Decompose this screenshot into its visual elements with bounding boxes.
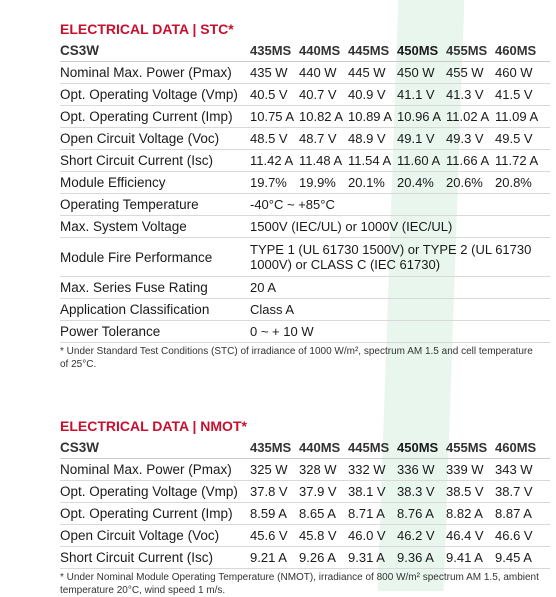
row-label: Open Circuit Voltage (Voc) [60,131,220,146]
table-row [60,503,550,525]
table-row [60,299,550,321]
row-value: 37.8 V [250,484,288,499]
stc-model-445: 445MS [348,43,390,58]
row-value: 38.5 V [446,484,484,499]
row-value: 40.7 V [299,87,337,102]
row-value: 46.4 V [446,528,484,543]
nmot-model-450: 450MS [397,440,439,455]
row-value: 11.66 A [446,153,490,168]
row-value: 9.36 A [397,550,434,565]
row-value: TYPE 1 (UL 61730 1500V) or TYPE 2 (UL 61730 1000V) or CLASS C (IEC 61730) [250,242,532,272]
table-row [60,128,550,150]
stc-title: ELECTRICAL DATA | STC* [60,21,234,37]
row-value: 343 W [495,462,533,477]
row-value: 332 W [348,462,386,477]
row-value: 10.96 A [397,109,442,124]
row-value: 11.09 A [495,109,539,124]
table-row [60,150,550,172]
row-value: 0 ~ + 10 W [250,324,314,339]
table-row [60,172,550,194]
row-value: 9.41 A [446,550,483,565]
row-value: 10.82 A [299,109,344,124]
row-value: 9.45 A [495,550,532,565]
row-value: 11.42 A [250,153,294,168]
row-value: 460 W [495,65,533,80]
nmot-title: ELECTRICAL DATA | NMOT* [60,418,247,434]
table-row [60,277,550,299]
datasheet [60,0,550,597]
row-value: 8.71 A [348,506,385,521]
row-value: 48.5 V [250,131,288,146]
row-label: Power Tolerance [60,324,161,339]
row-value: 10.75 A [250,109,295,124]
row-value: -40°C ~ +85°C [250,197,335,212]
row-label: Opt. Operating Current (Imp) [60,109,233,124]
row-label: Opt. Operating Voltage (Vmp) [60,484,238,499]
row-value: 49.5 V [495,131,533,146]
row-label: Module Fire Performance [60,249,213,265]
row-value: 325 W [250,462,288,477]
row-value: 11.02 A [446,109,490,124]
row-value: 19.9% [299,175,336,190]
row-value: 40.5 V [250,87,288,102]
row-value: 11.48 A [299,153,343,168]
row-value: 435 W [250,65,288,80]
row-label: Open Circuit Voltage (Voc) [60,528,220,543]
row-value: 45.6 V [250,528,288,543]
row-value: 38.3 V [397,484,435,499]
row-value: 8.87 A [495,506,532,521]
row-value: 11.60 A [397,153,441,168]
row-label: Module Efficiency [60,175,166,190]
row-label: Short Circuit Current (Isc) [60,153,214,168]
nmot-model-445: 445MS [348,440,390,455]
row-value: 49.1 V [397,131,435,146]
row-label: Opt. Operating Voltage (Vmp) [60,87,238,102]
row-value: 19.7% [250,175,287,190]
row-value: 46.0 V [348,528,386,543]
row-label: Nominal Max. Power (Pmax) [60,462,232,477]
table-row [60,194,550,216]
row-value: 20.8% [495,175,532,190]
row-value: 41.5 V [495,87,533,102]
row-value: 440 W [299,65,337,80]
row-label: Nominal Max. Power (Pmax) [60,65,232,80]
row-value: 49.3 V [446,131,484,146]
row-value: 10.89 A [348,109,393,124]
row-label: Max. System Voltage [60,219,187,234]
row-value: 20.4% [397,175,434,190]
stc-model-440: 440MS [299,43,341,58]
row-value: 9.26 A [299,550,336,565]
row-value: 40.9 V [348,87,386,102]
stc-header-label: CS3W [60,43,100,58]
row-value: 48.7 V [299,131,337,146]
stc-rows [60,62,550,194]
nmot-footnote: * Under Nominal Module Operating Temperature (NMOT), irradiance of 800 W/m² spectrum AM 1.5, ambient temperature 20°C, wind speed 1 m/s. [60,572,539,596]
stc-model-435: 435MS [250,43,292,58]
stc-header-row [60,40,550,62]
row-value: 328 W [299,462,337,477]
nmot-model-460: 460MS [495,440,537,455]
nmot-model-435: 435MS [250,440,292,455]
nmot-model-455: 455MS [446,440,488,455]
row-value: 46.6 V [495,528,533,543]
row-value: 9.21 A [250,550,287,565]
row-value: 11.54 A [348,153,392,168]
table-row [60,216,550,238]
row-value: 46.2 V [397,528,435,543]
row-label: Operating Temperature [60,197,199,212]
row-value: 37.9 V [299,484,337,499]
stc-model-450: 450MS [397,43,439,58]
row-value: 336 W [397,462,435,477]
row-label: Opt. Operating Current (Imp) [60,506,233,521]
row-value: 20.1% [348,175,385,190]
row-value: 38.1 V [348,484,386,499]
row-value: 48.9 V [348,131,386,146]
stc-footnote: * Under Standard Test Conditions (STC) of irradiance of 1000 W/m², spectrum AM 1.5 and cell temperature of 25°C. [60,346,533,370]
row-value: 445 W [348,65,386,80]
nmot-rows [60,459,550,569]
row-value: 8.65 A [299,506,336,521]
row-value: 1500V (IEC/UL) or 1000V (IEC/UL) [250,219,453,234]
row-value: 8.76 A [397,506,434,521]
row-value: 45.8 V [299,528,337,543]
table-row [60,547,550,569]
table-row [60,106,550,128]
table-row [60,62,550,84]
stc-model-460: 460MS [495,43,537,58]
row-value: 450 W [397,65,435,80]
nmot-header-row [60,437,550,459]
row-value: 11.72 A [495,153,539,168]
table-row [60,84,550,106]
row-value: 20.6% [446,175,483,190]
row-value: 38.7 V [495,484,533,499]
row-value: 339 W [446,462,484,477]
row-value: 20 A [250,280,277,295]
table-row [60,525,550,547]
row-value: 41.1 V [397,87,435,102]
row-value: 8.82 A [446,506,483,521]
row-value: 41.3 V [446,87,484,102]
row-value: 455 W [446,65,484,80]
table-row [60,238,550,277]
table-row [60,459,550,481]
stc-spans [60,194,550,343]
nmot-model-440: 440MS [299,440,341,455]
row-value: 9.31 A [348,550,385,565]
row-label: Short Circuit Current (Isc) [60,550,214,565]
row-label: Max. Series Fuse Rating [60,280,208,295]
row-value: Class A [250,302,295,317]
nmot-header-label: CS3W [60,440,100,455]
row-label: Application Classification [60,302,210,317]
row-value: 8.59 A [250,506,287,521]
table-row [60,321,550,343]
stc-model-455: 455MS [446,43,488,58]
table-row [60,481,550,503]
